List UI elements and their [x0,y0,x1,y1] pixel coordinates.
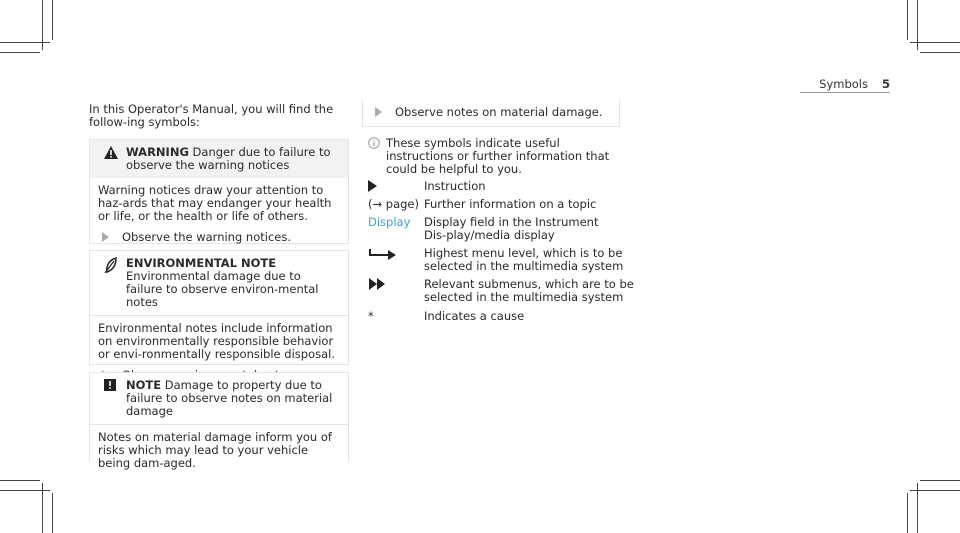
page-reference-symbol: (→ page) [368,197,419,211]
symbol-row-submenu [368,278,638,306]
symbol-row-asterisk [368,310,638,326]
page-number: 5 [881,77,890,91]
crop-mark [907,0,908,40]
note-step-text: Observe notes on material damage. [395,105,603,119]
note-title: NOTE [126,378,162,392]
note-exclamation-icon [104,379,116,394]
warning-header [90,140,348,178]
highest-menu-arrow-icon [368,247,398,264]
environmental-title: ENVIRONMENTAL NOTE [126,256,277,270]
crop-mark [0,490,50,491]
warning-box [89,139,349,244]
symbol-row-page-reference [368,198,638,214]
symbol-text: Display field in the Instrument Dis‑play/media display [424,215,599,242]
warning-step [90,223,348,252]
warning-lead: Danger due to failure to observe the warning notices [126,145,331,172]
crop-mark [910,490,960,491]
environmental-header [90,251,348,315]
symbol-row-highest-menu [368,247,638,275]
crop-mark [52,493,53,533]
crop-mark [0,480,40,481]
symbol-text: Further information on a topic [424,197,597,211]
crop-mark [920,480,960,481]
environment-icon [104,257,118,276]
note-step-box [362,100,620,127]
environmental-body: Environmental notes include information on environmentally responsible behavior or envi‑ronmentally responsible disposal. [90,315,348,361]
crop-mark [0,52,40,53]
crop-mark [910,42,960,43]
crop-mark [907,493,908,533]
symbol-text: Indicates a cause [424,309,525,323]
note-box [89,372,349,470]
warning-step-text: Observe the warning notices. [122,230,291,244]
info-block [368,137,628,176]
asterisk-symbol: * [368,309,374,323]
header-rule [800,92,890,93]
note-lead: Damage to property due to failure to observe notes on material damage [126,378,333,418]
info-text: These symbols indicate useful instructions or further information that could be helpful to you. [386,136,610,176]
section-title: Symbols [819,77,868,91]
crop-mark [52,0,53,40]
environmental-lead: Environmental damage due to failure to observe environ‑mental notes [126,269,319,309]
note-body: Notes on material damage inform you of risks which may lead to your vehicle being dam‑aged. [90,424,348,470]
crop-mark [920,52,960,53]
warning-triangle-icon [104,146,118,162]
environmental-box [89,250,349,365]
symbol-row-display [368,216,638,244]
crop-mark [0,42,50,43]
symbol-row-instruction [368,180,638,196]
step-triangle-icon [102,232,109,242]
warning-body: Warning notices draw your attention to haz‑ards that may endanger your health or life, or the health or life of others. [98,183,332,223]
display-label-symbol: Display [368,215,411,229]
symbol-text: Relevant submenus, which are to be selected in the multimedia system [424,277,634,304]
symbol-text: Instruction [424,179,486,193]
symbol-text: Highest menu level, which is to be selected in the multimedia system [424,246,624,273]
instruction-triangle-icon [368,180,377,195]
step-triangle-icon [375,107,382,117]
page-header [819,78,890,91]
info-icon [368,137,380,152]
note-step [363,100,619,127]
submenu-double-arrow-icon [368,278,388,293]
warning-title: WARNING [126,145,189,159]
intro-text: In this Operator's Manual, you will find the follow‑ing symbols: [89,102,334,129]
note-header [90,373,348,424]
